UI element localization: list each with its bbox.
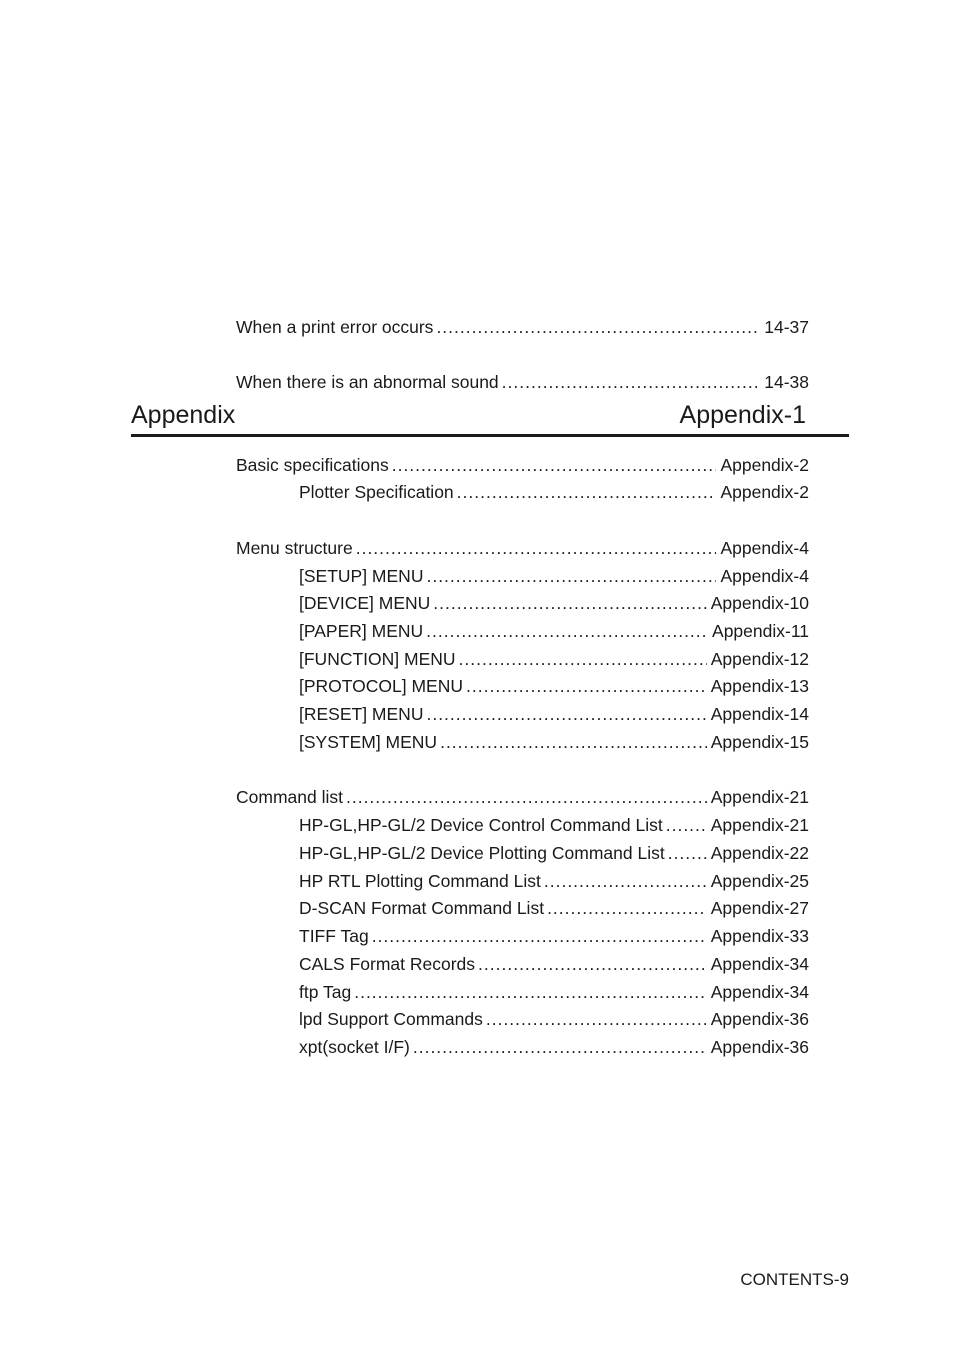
toc-subentry-page: Appendix-36 (710, 1009, 809, 1029)
toc-subentry[interactable] (299, 619, 809, 643)
toc-subentry-label: [PROTOCOL] MENU (299, 676, 464, 696)
toc-section-page: Appendix-2 (720, 455, 809, 475)
toc-section-page: Appendix-4 (720, 538, 809, 558)
dot-leader (478, 952, 707, 976)
dot-leader (466, 674, 707, 698)
toc-section[interactable] (236, 785, 809, 809)
toc-subentry-label: [DEVICE] MENU (299, 593, 431, 613)
toc-subentry-page: Appendix-14 (710, 704, 809, 724)
toc-subentry-label: [RESET] MENU (299, 704, 424, 724)
chapter-page: Appendix-1 (679, 401, 806, 429)
dot-leader (426, 702, 706, 726)
toc-subentry-page: Appendix-33 (710, 926, 809, 946)
chapter-title: Appendix (131, 401, 236, 429)
chapter-heading[interactable] (131, 398, 849, 437)
toc-subentry-page: Appendix-12 (710, 649, 809, 669)
dot-leader (413, 1035, 707, 1059)
toc-subentry[interactable] (299, 952, 809, 976)
dot-leader (354, 980, 707, 1004)
toc-subentry[interactable] (299, 480, 809, 504)
toc-subentry-label: HP-GL,HP-GL/2 Device Control Command List (299, 815, 663, 835)
dot-leader (668, 841, 707, 865)
toc-section[interactable] (236, 536, 809, 560)
dot-leader (459, 647, 707, 671)
dot-leader (372, 924, 707, 948)
toc-subentry-label: Plotter Specification (299, 482, 454, 502)
toc-subentry[interactable] (299, 813, 809, 837)
toc-section-label: Basic specifications (236, 455, 389, 475)
toc-subentry-page: Appendix-10 (710, 593, 809, 613)
toc-entry[interactable] (236, 370, 809, 394)
toc-subentry-label: [PAPER] MENU (299, 621, 424, 641)
toc-entry[interactable] (236, 315, 809, 339)
toc-subentry-label: xpt(socket I/F) (299, 1037, 410, 1057)
toc-subentry-label: ftp Tag (299, 982, 352, 1002)
toc-subentry-page: Appendix-34 (710, 954, 809, 974)
toc-subentry-page: Appendix-34 (710, 982, 809, 1002)
toc-subentry[interactable] (299, 896, 809, 920)
toc-subentry[interactable] (299, 1007, 809, 1031)
toc-subentry[interactable] (299, 702, 809, 726)
toc-subentry-label: [FUNCTION] MENU (299, 649, 456, 669)
dot-leader (346, 785, 707, 809)
toc-subentry-page: Appendix-25 (710, 871, 809, 891)
toc-subentry-label: lpd Support Commands (299, 1009, 483, 1029)
toc-subentry[interactable] (299, 564, 809, 588)
toc-entry-label: When a print error occurs (236, 317, 434, 337)
toc-subentry-page: Appendix-22 (710, 843, 809, 863)
toc-subentry-label: TIFF Tag (299, 926, 369, 946)
toc-entry-page: 14-38 (764, 372, 809, 392)
toc-subentry-label: [SETUP] MENU (299, 566, 424, 586)
dot-leader (502, 370, 761, 394)
toc-subentry-page: Appendix-11 (712, 621, 809, 641)
toc-subentry[interactable] (299, 591, 809, 615)
dot-leader (486, 1007, 707, 1031)
toc-section[interactable] (236, 453, 809, 477)
toc-subentry[interactable] (299, 869, 809, 893)
toc-subentry-page: Appendix-4 (720, 566, 809, 586)
page-footer-label: CONTENTS-9 (740, 1270, 849, 1289)
toc-subentry-label: D-SCAN Format Command List (299, 898, 545, 918)
toc-subentry-page: Appendix-15 (710, 732, 809, 752)
toc-subentry-label: CALS Format Records (299, 954, 476, 974)
toc-subentry-label: HP-GL,HP-GL/2 Device Plotting Command List (299, 843, 665, 863)
dot-leader (666, 813, 707, 837)
toc-subentry[interactable] (299, 841, 809, 865)
dot-leader (547, 896, 707, 920)
toc-subentry[interactable] (299, 1035, 809, 1059)
toc-subentry[interactable] (299, 674, 809, 698)
dot-leader (436, 315, 760, 339)
toc-subentry-label: HP RTL Plotting Command List (299, 871, 541, 891)
toc-subentry-page: Appendix-2 (720, 482, 809, 502)
dot-leader (426, 564, 716, 588)
toc-section-label: Menu structure (236, 538, 353, 558)
dot-leader (392, 453, 717, 477)
toc-subentry-page: Appendix-21 (710, 815, 809, 835)
toc-subentry-page: Appendix-36 (710, 1037, 809, 1057)
dot-leader (433, 591, 706, 615)
toc-entry-page: 14-37 (764, 317, 809, 337)
toc-subentry-page: Appendix-13 (710, 676, 809, 696)
toc-section-label: Command list (236, 787, 343, 807)
toc-subentry[interactable] (299, 647, 809, 671)
toc-subentry-label: [SYSTEM] MENU (299, 732, 438, 752)
toc-subentry[interactable] (299, 730, 809, 754)
dot-leader (426, 619, 708, 643)
dot-leader (356, 536, 717, 560)
dot-leader (457, 480, 717, 504)
toc-subentry-page: Appendix-27 (710, 898, 809, 918)
dot-leader (440, 730, 707, 754)
toc-subentry[interactable] (299, 924, 809, 948)
toc-section-page: Appendix-21 (710, 787, 809, 807)
toc-subentry[interactable] (299, 980, 809, 1004)
toc-entry-label: When there is an abnormal sound (236, 372, 499, 392)
dot-leader (544, 869, 707, 893)
